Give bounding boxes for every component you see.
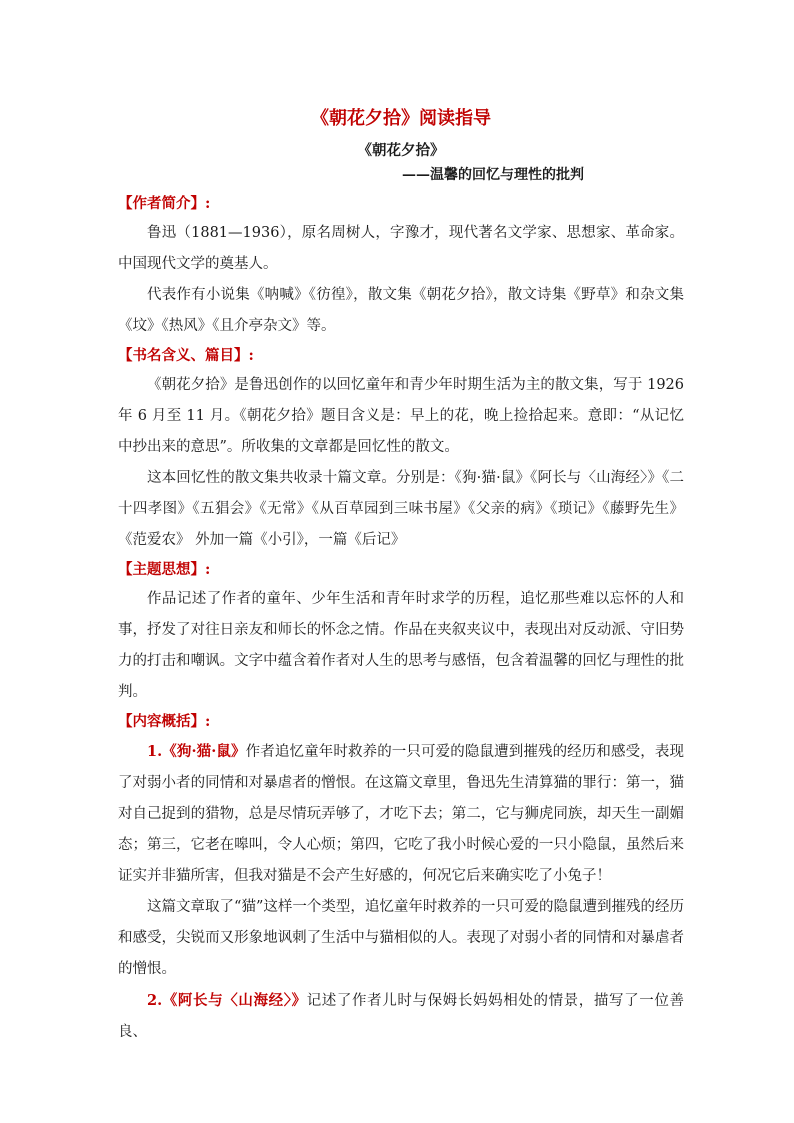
summary-item-1-paragraph-2: 这篇文章取了“猫”这样一个类型，追忆童年时救养的一只可爱的隐鼠遭到摧残的经历和感受，尖锐而又形象地讽刺了生活中与猫相似的人。表现了对弱小者的同情和对暴虐者的憎恨。 [118,899,684,977]
summary-item-1 [118,736,684,892]
item-number: 1. [147,743,163,760]
item-title: 《狗·猫·鼠》 [162,743,246,760]
book-paragraph-2: 这本回忆性的散文集共收录十篇文章。分别是：《狗·猫·鼠》《阿长与〈山海经〉》《二十四孝图》《五猖会》《无常》《从百草园到三味书屋》《父亲的病》《琐记》《藤野先生》《范爱农》 外加一篇《小引》，一篇《后记》 [118,470,684,548]
book-paragraph-1: 《朝花夕拾》是鲁迅创作的以回忆童年和青少年时期生活为主的散文集，写于 1926 年 6 月至 11 月。《朝花夕拾》题目含义是：早上的花，晚上捡拾起来。意即：“从记忆中抄出来的意思”。所收集的文章都是回忆性的散文。 [118,377,684,455]
summary-item-2 [118,985,684,1048]
document-page [118,96,684,1048]
item-text: 记述了作者儿时与保姆长妈妈相处的情景，描写了一位善良、 [118,993,685,1040]
author-paragraph-2: 代表作有小说集《呐喊》《彷徨》，散文集《朝花夕拾》，散文诗集《野草》和杂文集《坟》《热风》《且介亭杂文》等。 [118,287,684,334]
document-title: 《朝花夕拾》阅读指导 [311,108,491,129]
book-subtitle: 《朝花夕拾》 [357,142,445,159]
theme-paragraph: 作品记述了作者的童年、少年生活和青年时求学的历程，追忆那些难以忘怀的人和事，抒发了对往日亲友和师长的怀念之情。作品在夹叙夹议中，表现出对反动派、守旧势力的打击和嘲讽。文字中蕴含着作者对人生的思考与感悟，包含着温馨的回忆与理性的批判。 [118,591,684,700]
item-number: 2. [147,992,163,1009]
item-title: 《阿长与〈山海经〉》 [162,992,307,1009]
item-text: 作者追忆童年时救养的一只可爱的隐鼠遭到摧残的经历和感受，表现了对弱小者的同情和对暴虐者的憎恨。在这篇文章里，鲁迅先生清算猫的罪行：第一，猫对自己捉到的猎物，总是尽情玩弄够了，才吃下去；第二，它与狮虎同族，却天生一副媚态；第三，它老在嗥叫，令人心烦；第四，它吃了我小时候心爱的一只小隐鼠，虽然后来证实并非猫所害，但我对猫是不会产生好感的，何况它后来确实吃了小兔子！ [118,744,684,884]
author-paragraph-1: 鲁迅（1881—1936），原名周树人，字豫才，现代著名文学家、思想家、革命家。中国现代文学的奠基人。 [118,225,684,272]
section-heading-author: 【作者简介】: [118,195,211,212]
book-tagline: ——温馨的回忆与理性的批判 [402,167,584,183]
section-heading-book: 【书名含义、篇目】: [118,347,254,364]
section-heading-theme: 【主题思想】: [118,561,211,578]
section-heading-summary: 【内容概括】: [118,713,211,730]
